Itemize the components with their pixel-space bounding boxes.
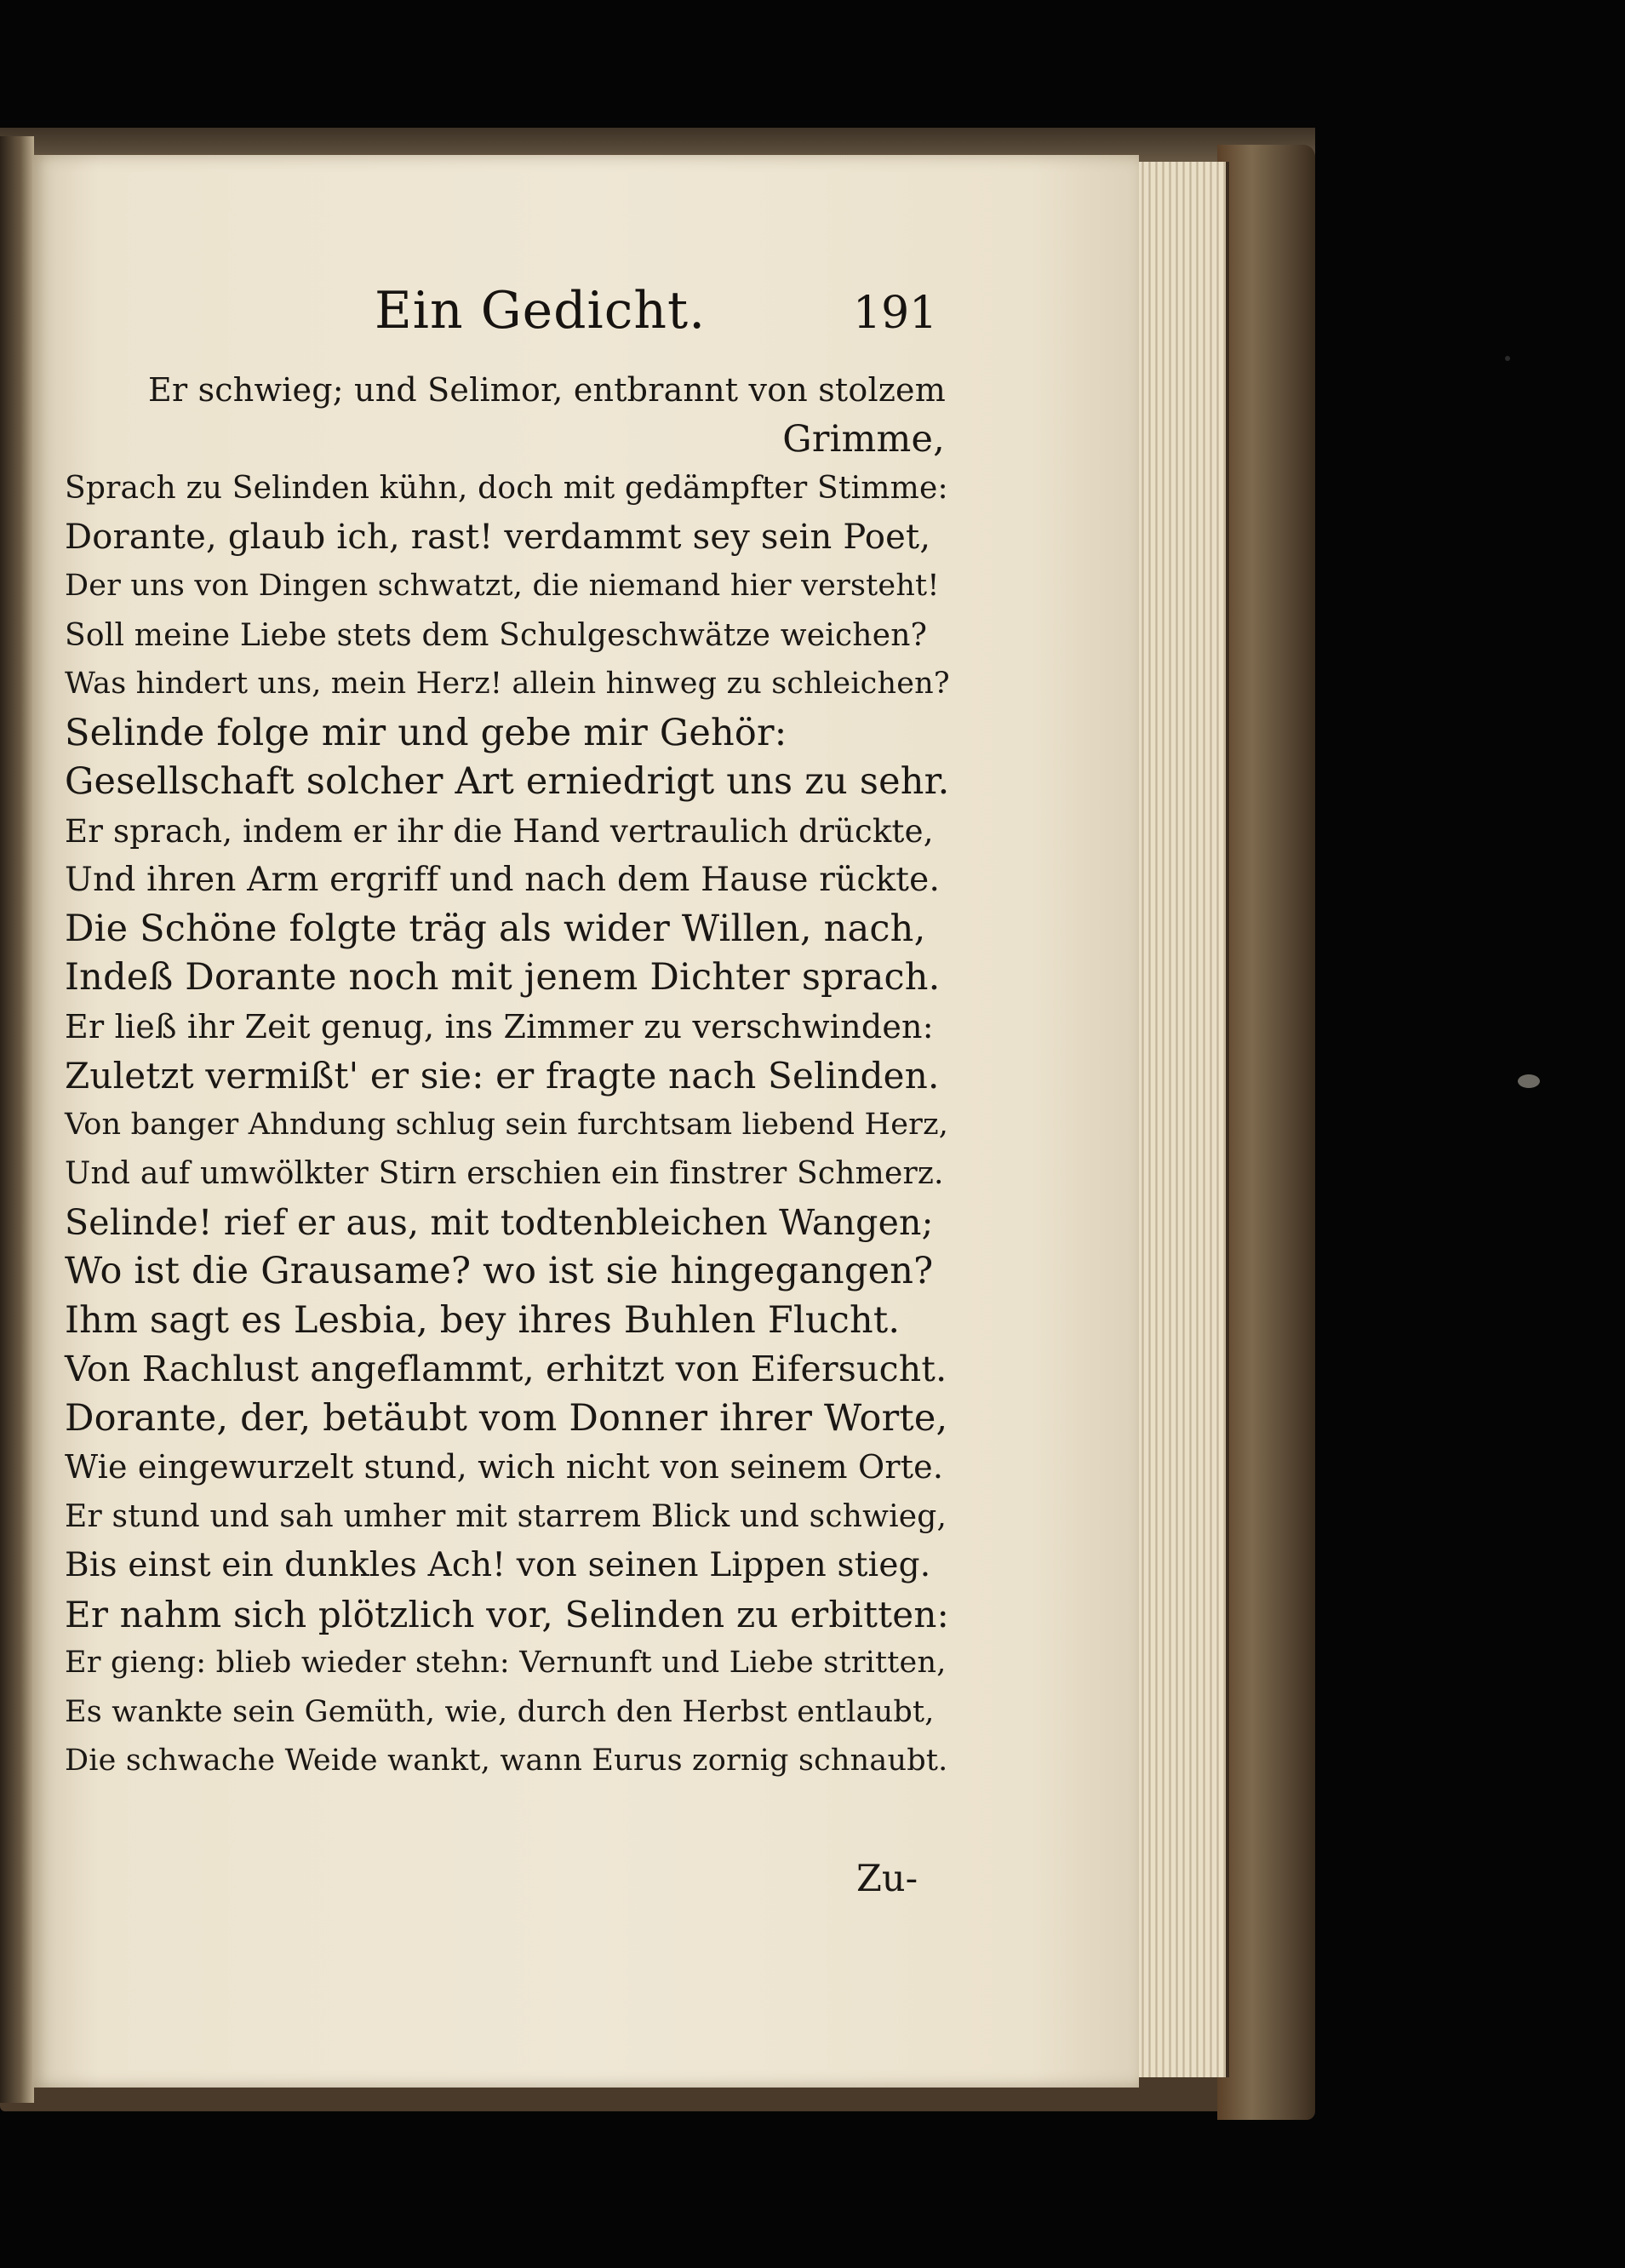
poem-line: Und ihren Arm ergriff und nach dem Hause rückte. (65, 861, 941, 899)
poem-line: Die Schöne folgte träg als wider Willen, nach, (65, 907, 926, 950)
poem-line: Was hindert uns, mein Herz! allein hinweg zu schleichen? (65, 667, 950, 701)
poem-line: Zuletzt vermißt' er sie: er fragte nach Selinden. (65, 1055, 940, 1097)
poem-line: Selinde folge mir und gebe mir Gehör: (65, 711, 787, 754)
poem-line: Er stund und sah umher mit starrem Blick und schwieg, (65, 1498, 947, 1534)
page-number: 191 (853, 288, 938, 339)
poem-line: Wo ist die Grausame? wo ist sie hingegangen? (65, 1250, 934, 1292)
page-edges (1124, 162, 1229, 2077)
running-title: Ein Gedicht. (375, 281, 707, 341)
poem-line: Wie eingewurzelt stund, wich nicht von seinem Orte. (65, 1448, 944, 1486)
poem-line: Er schwieg; und Selimor, entbrannt von stolzem (148, 371, 946, 409)
poem-line: Er sprach, indem er ihr die Hand vertraulich drückte, (65, 812, 934, 850)
poem-line: Indeß Dorante noch mit jenem Dichter sprach. (65, 956, 941, 999)
poem-line: Die schwache Weide wankt, wann Eurus zornig schnaubt. (65, 1744, 948, 1778)
poem-line: Soll meine Liebe stets dem Schulgeschwätze weichen? (65, 617, 928, 653)
poem-line: Dorante, glaub ich, rast! verdammt sey sein Poet, (65, 517, 931, 557)
background-speck (1505, 356, 1510, 361)
poem-line: Sprach zu Selinden kühn, doch mit gedämpfter Stimme: (65, 471, 948, 506)
poem-line: Bis einst ein dunkles Ach! von seinen Lippen stieg. (65, 1546, 931, 1584)
poem-line: Er ließ ihr Zeit genug, ins Zimmer zu verschwinden: (65, 1007, 934, 1045)
poem-line: Dorante, der, betäubt vom Donner ihrer Worte, (65, 1396, 948, 1440)
catchword: Zu- (856, 1858, 918, 1900)
book-cover-right (1217, 145, 1315, 2120)
poem-line: Der uns von Dingen schwatzt, die niemand hier versteht! (65, 569, 940, 603)
poem-line: Er nahm sich plötzlich vor, Selinden zu erbitten: (65, 1593, 949, 1635)
poem-line: Es wankte sein Gemüth, wie, durch den Herbst entlaubt, (65, 1694, 935, 1729)
poem-line: Gesellschaft solcher Art erniedrigt uns zu sehr. (65, 760, 950, 803)
poem-line: Von banger Ahndung schlug sein furchtsam liebend Herz, (65, 1107, 949, 1142)
poem-line: Ihm sagt es Lesbia, bey ihres Buhlen Flucht. (65, 1298, 901, 1342)
poem-line: Er gieng: blieb wieder stehn: Vernunft und Liebe stritten, (65, 1646, 947, 1680)
poem-line: Selinde! rief er aus, mit todtenbleichen Wangen; (65, 1201, 934, 1243)
poem-text (65, 366, 950, 1786)
poem-line-continuation: Grimme, (782, 417, 945, 461)
poem-line: Und auf umwölkter Stirn erschien ein finstrer Schmerz. (65, 1156, 944, 1191)
poem-line: Von Rachlust angeflammt, erhitzt von Eifersucht. (65, 1349, 947, 1389)
book-spine-edge (0, 136, 34, 2103)
background-speck (1518, 1074, 1540, 1088)
